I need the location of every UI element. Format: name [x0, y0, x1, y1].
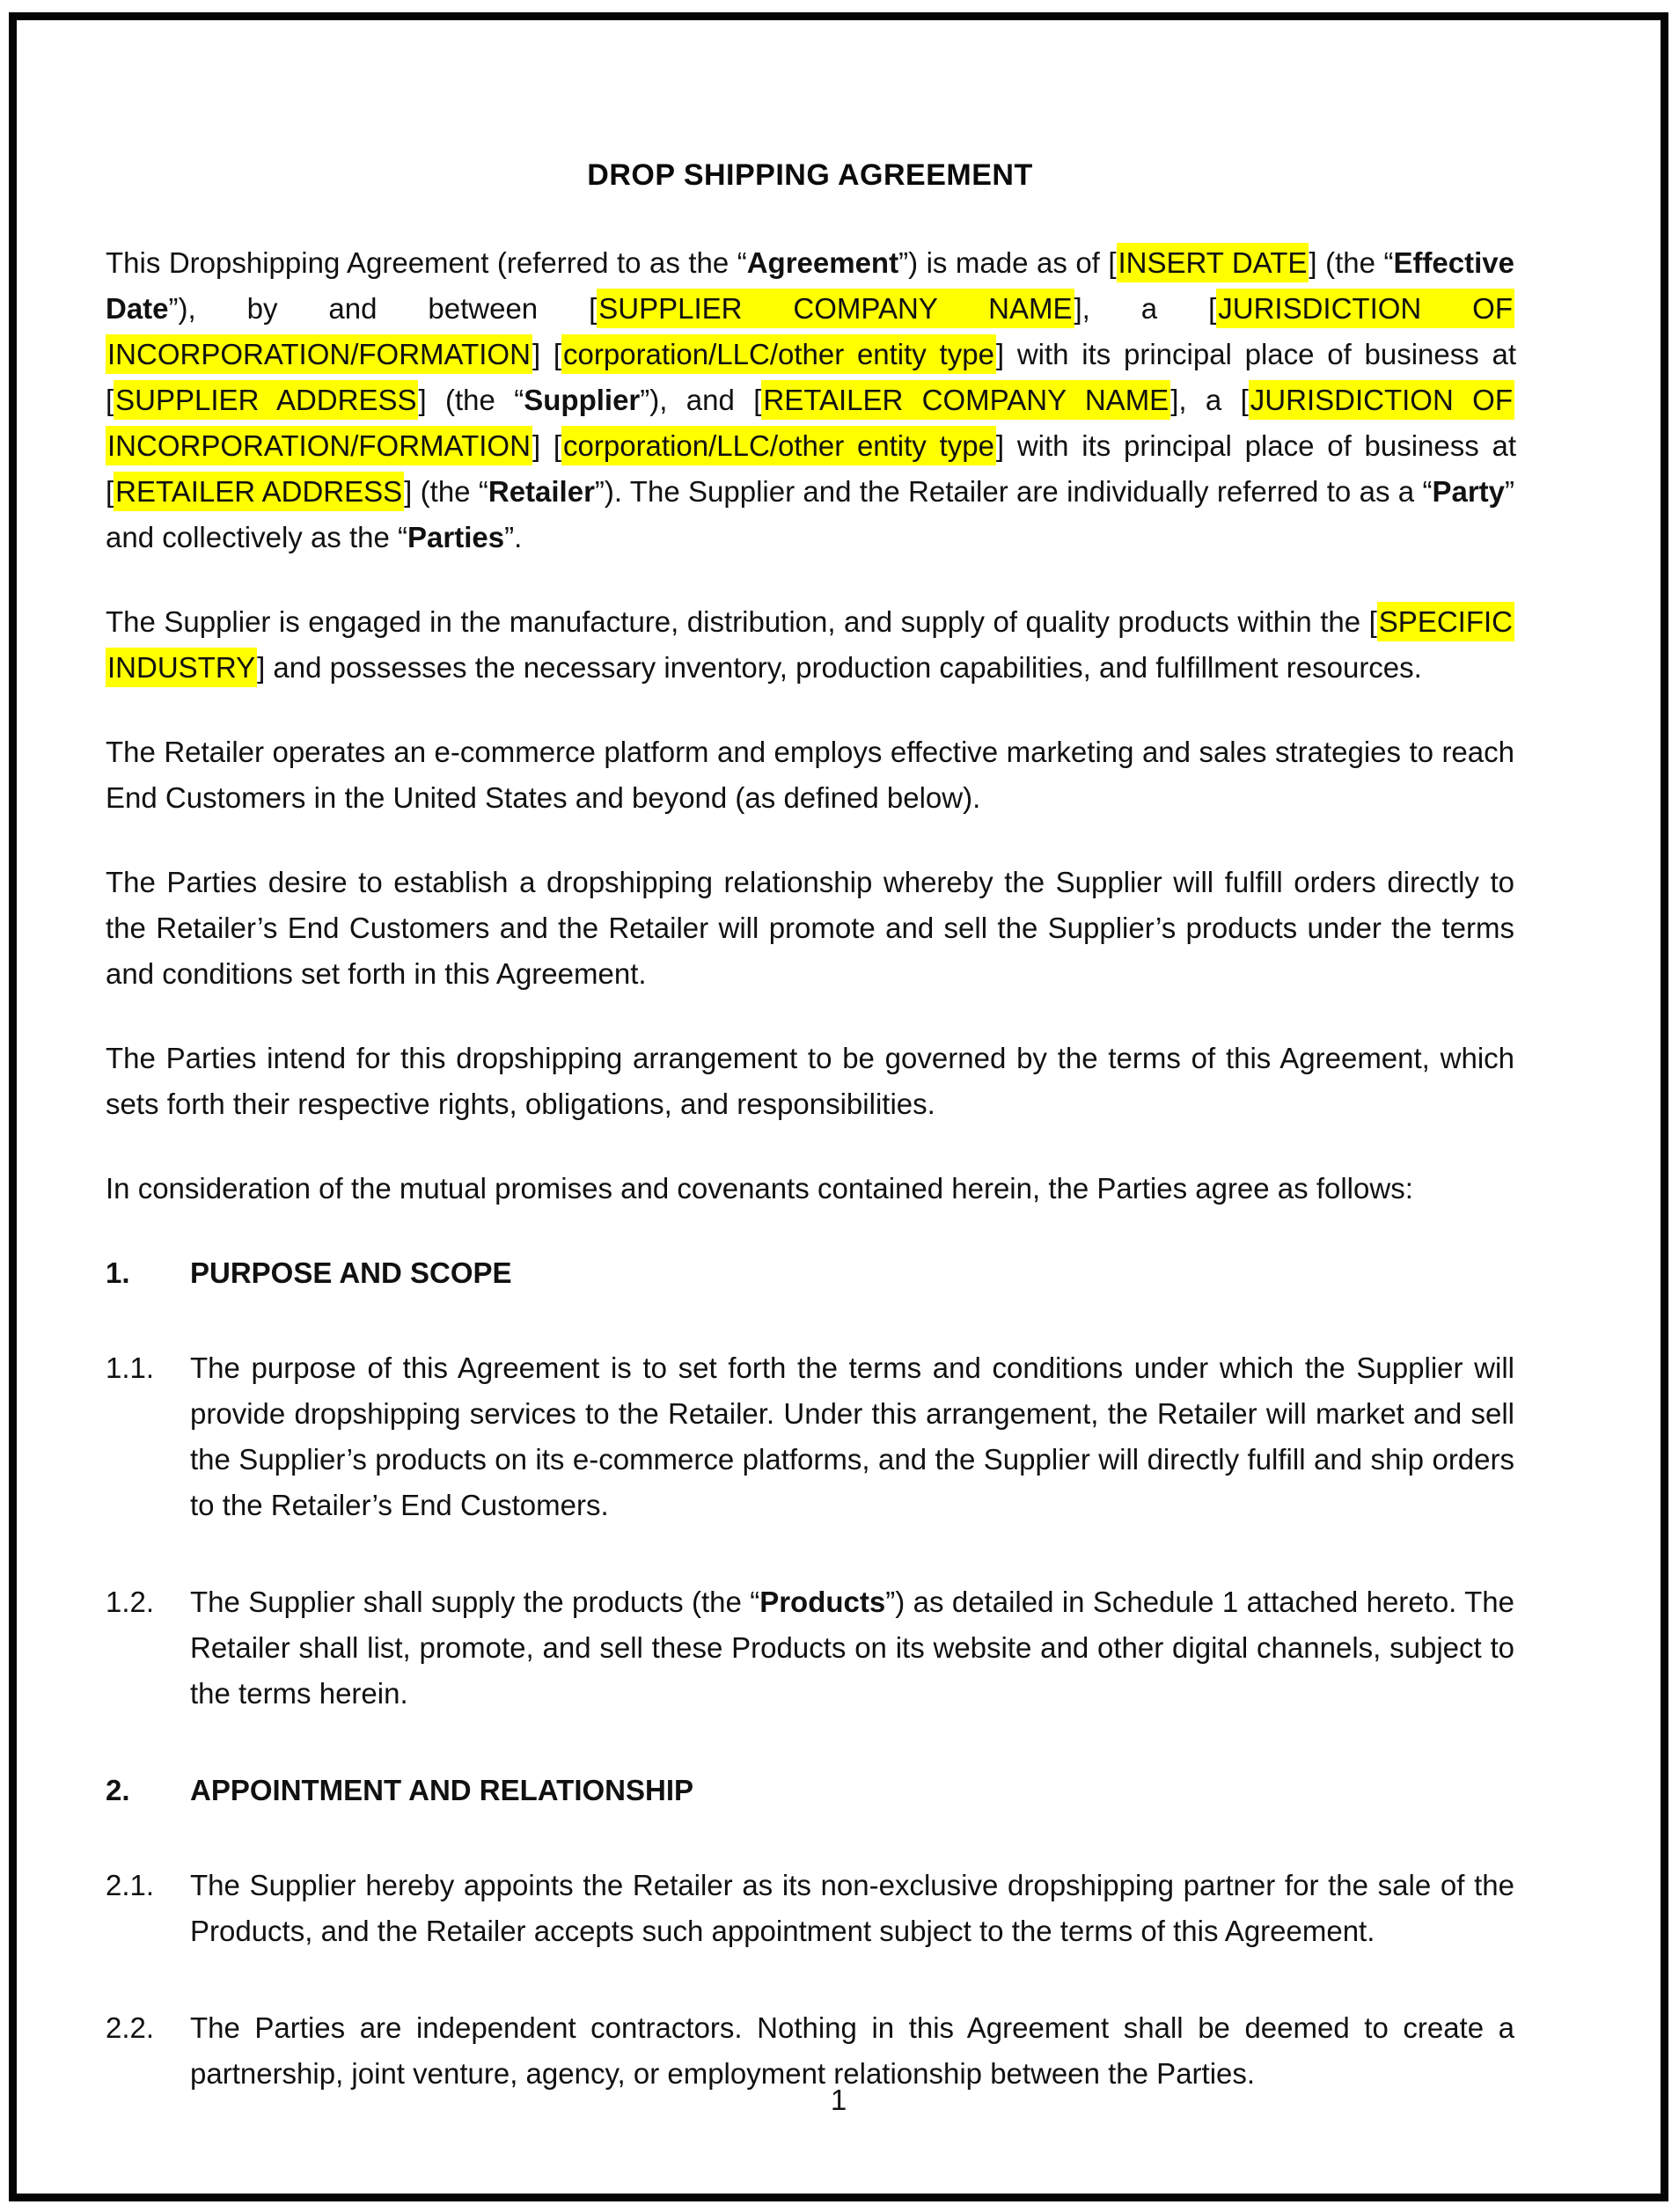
text-run: The Parties are independent contractors. Nothing in this Agreement shall be deemed to create a partnership, joint venture, agency, or employment relationship between the Parties. [190, 2011, 1514, 2090]
text-run: In consideration of the mutual promises and covenants contained herein, the Parties agree as follows: [106, 1172, 1413, 1205]
section-heading-text: PURPOSE AND SCOPE [190, 1256, 512, 1289]
text-run: ”. [504, 521, 523, 553]
clause-number: 2.1. [106, 1869, 155, 1901]
text-run: The Supplier is engaged in the manufacture, distribution, and supply of quality products within the [ [106, 605, 1377, 638]
clause-text [190, 1345, 1514, 1528]
text-run: ] (the “ [418, 384, 524, 416]
document-content [106, 152, 1514, 2148]
paragraph [106, 860, 1514, 997]
placeholder-highlight: corporation/LLC/other entity type [561, 426, 996, 465]
section-number: 2. [106, 1774, 130, 1806]
clause-text [190, 1579, 1514, 1717]
section-heading [106, 1250, 1514, 1296]
text-run: ] with its principal place of business at [ [106, 429, 1516, 508]
page-border [9, 12, 1668, 2201]
placeholder-highlight: SUPPLIER COMPANY NAME [597, 289, 1074, 328]
clause [106, 1345, 1514, 1528]
text-run: ] (the “ [404, 475, 488, 508]
paragraph [106, 599, 1514, 691]
paragraph [106, 240, 1514, 560]
numbered-sections [106, 1250, 1514, 2097]
clause-number: 1.2. [106, 1586, 155, 1618]
text-run: The Supplier shall supply the products (the “ [190, 1586, 760, 1618]
text-run: The Parties desire to establish a dropshipping relationship whereby the Supplier will fulfill orders directly to the Retailer’s End Customers and the Retailer will promote and sell the Supplier’s products under the terms and conditions set forth in this Agreement. [106, 866, 1514, 990]
paragraph [106, 729, 1514, 821]
defined-term: Parties [407, 521, 505, 553]
section-number: 1. [106, 1256, 130, 1289]
section-heading-text: APPOINTMENT AND RELATIONSHIP [190, 1774, 694, 1806]
placeholder-highlight: SPECIFIC INDUSTRY [106, 602, 1514, 687]
intro-paragraphs [106, 240, 1514, 1212]
text-run: The Parties intend for this dropshipping arrangement to be governed by the terms of this Agreement, which sets forth their respective rights, obligations, and responsibilities. [106, 1042, 1514, 1120]
text-run: ] [ [532, 338, 562, 370]
defined-term: Effective Date [106, 246, 1514, 325]
text-run: ], a [ [1074, 292, 1217, 325]
paragraph [106, 1036, 1514, 1127]
text-run: The Supplier hereby appoints the Retailer as its non-exclusive dropshipping partner for the sale of the Products, and the Retailer accepts such appointment subject to the terms of this Agreement. [190, 1869, 1514, 1947]
defined-term: Retailer [488, 475, 595, 508]
text-run: The Retailer operates an e-commerce platform and employs effective marketing and sales strategies to reach End Customers in the United States and beyond (as defined below). [106, 736, 1514, 814]
placeholder-highlight: INSERT DATE [1117, 243, 1309, 282]
paragraph [106, 1166, 1514, 1212]
defined-term: Products [759, 1586, 886, 1618]
text-run: ”) as detailed in Schedule 1 attached hereto. The Retailer shall list, promote, and sell these Products on its website and other digital channels, subject to the terms herein. [190, 1586, 1514, 1710]
document-title: DROP SHIPPING AGREEMENT [587, 158, 1033, 192]
placeholder-highlight: corporation/LLC/other entity type [561, 334, 996, 374]
placeholder-highlight: SUPPLIER ADDRESS [114, 380, 418, 420]
defined-term: Supplier [524, 384, 641, 416]
text-run: ”), by and between [ [168, 292, 598, 325]
text-run: ] and possesses the necessary inventory, production capabilities, and fulfillment resources. [257, 651, 1422, 684]
placeholder-highlight: JURISDICTION OF INCORPORATION/FORMATION [106, 380, 1514, 465]
clause [106, 1579, 1514, 1717]
clause-number: 2.2. [106, 2011, 155, 2044]
placeholder-highlight: RETAILER ADDRESS [114, 472, 404, 511]
clause-number: 1.1. [106, 1351, 155, 1384]
clause-text [190, 1863, 1514, 1954]
placeholder-highlight: JURISDICTION OF INCORPORATION/FORMATION [106, 289, 1514, 374]
defined-term: Agreement [746, 246, 899, 279]
text-run: ] with its principal place of business at [ [106, 338, 1516, 416]
text-run: The purpose of this Agreement is to set forth the terms and conditions under which the Supplier will provide dropshipping services to the Retailer. Under this arrangement, the Retailer will market and sell the Supplier’s products on its e-commerce platforms, and the Supplier will directly fulfill and ship orders to the Retailer’s End Customers. [190, 1351, 1514, 1521]
text-run: ”) is made as of [ [898, 246, 1117, 279]
text-run: ] (the “ [1309, 246, 1394, 279]
text-run: ], a [ [1170, 384, 1249, 416]
defined-term: Party [1432, 475, 1506, 508]
text-run: ”), and [ [640, 384, 762, 416]
text-run: ” and collectively as the “ [106, 475, 1515, 553]
clause [106, 1863, 1514, 1954]
section-heading [106, 1768, 1514, 1813]
page-number: 1 [830, 2084, 847, 2116]
text-run: ] [ [532, 429, 562, 462]
text-run: ”). The Supplier and the Retailer are individually referred to as a “ [594, 475, 1433, 508]
placeholder-highlight: RETAILER COMPANY NAME [761, 380, 1170, 420]
text-run: This Dropshipping Agreement (referred to as the “ [106, 246, 747, 279]
